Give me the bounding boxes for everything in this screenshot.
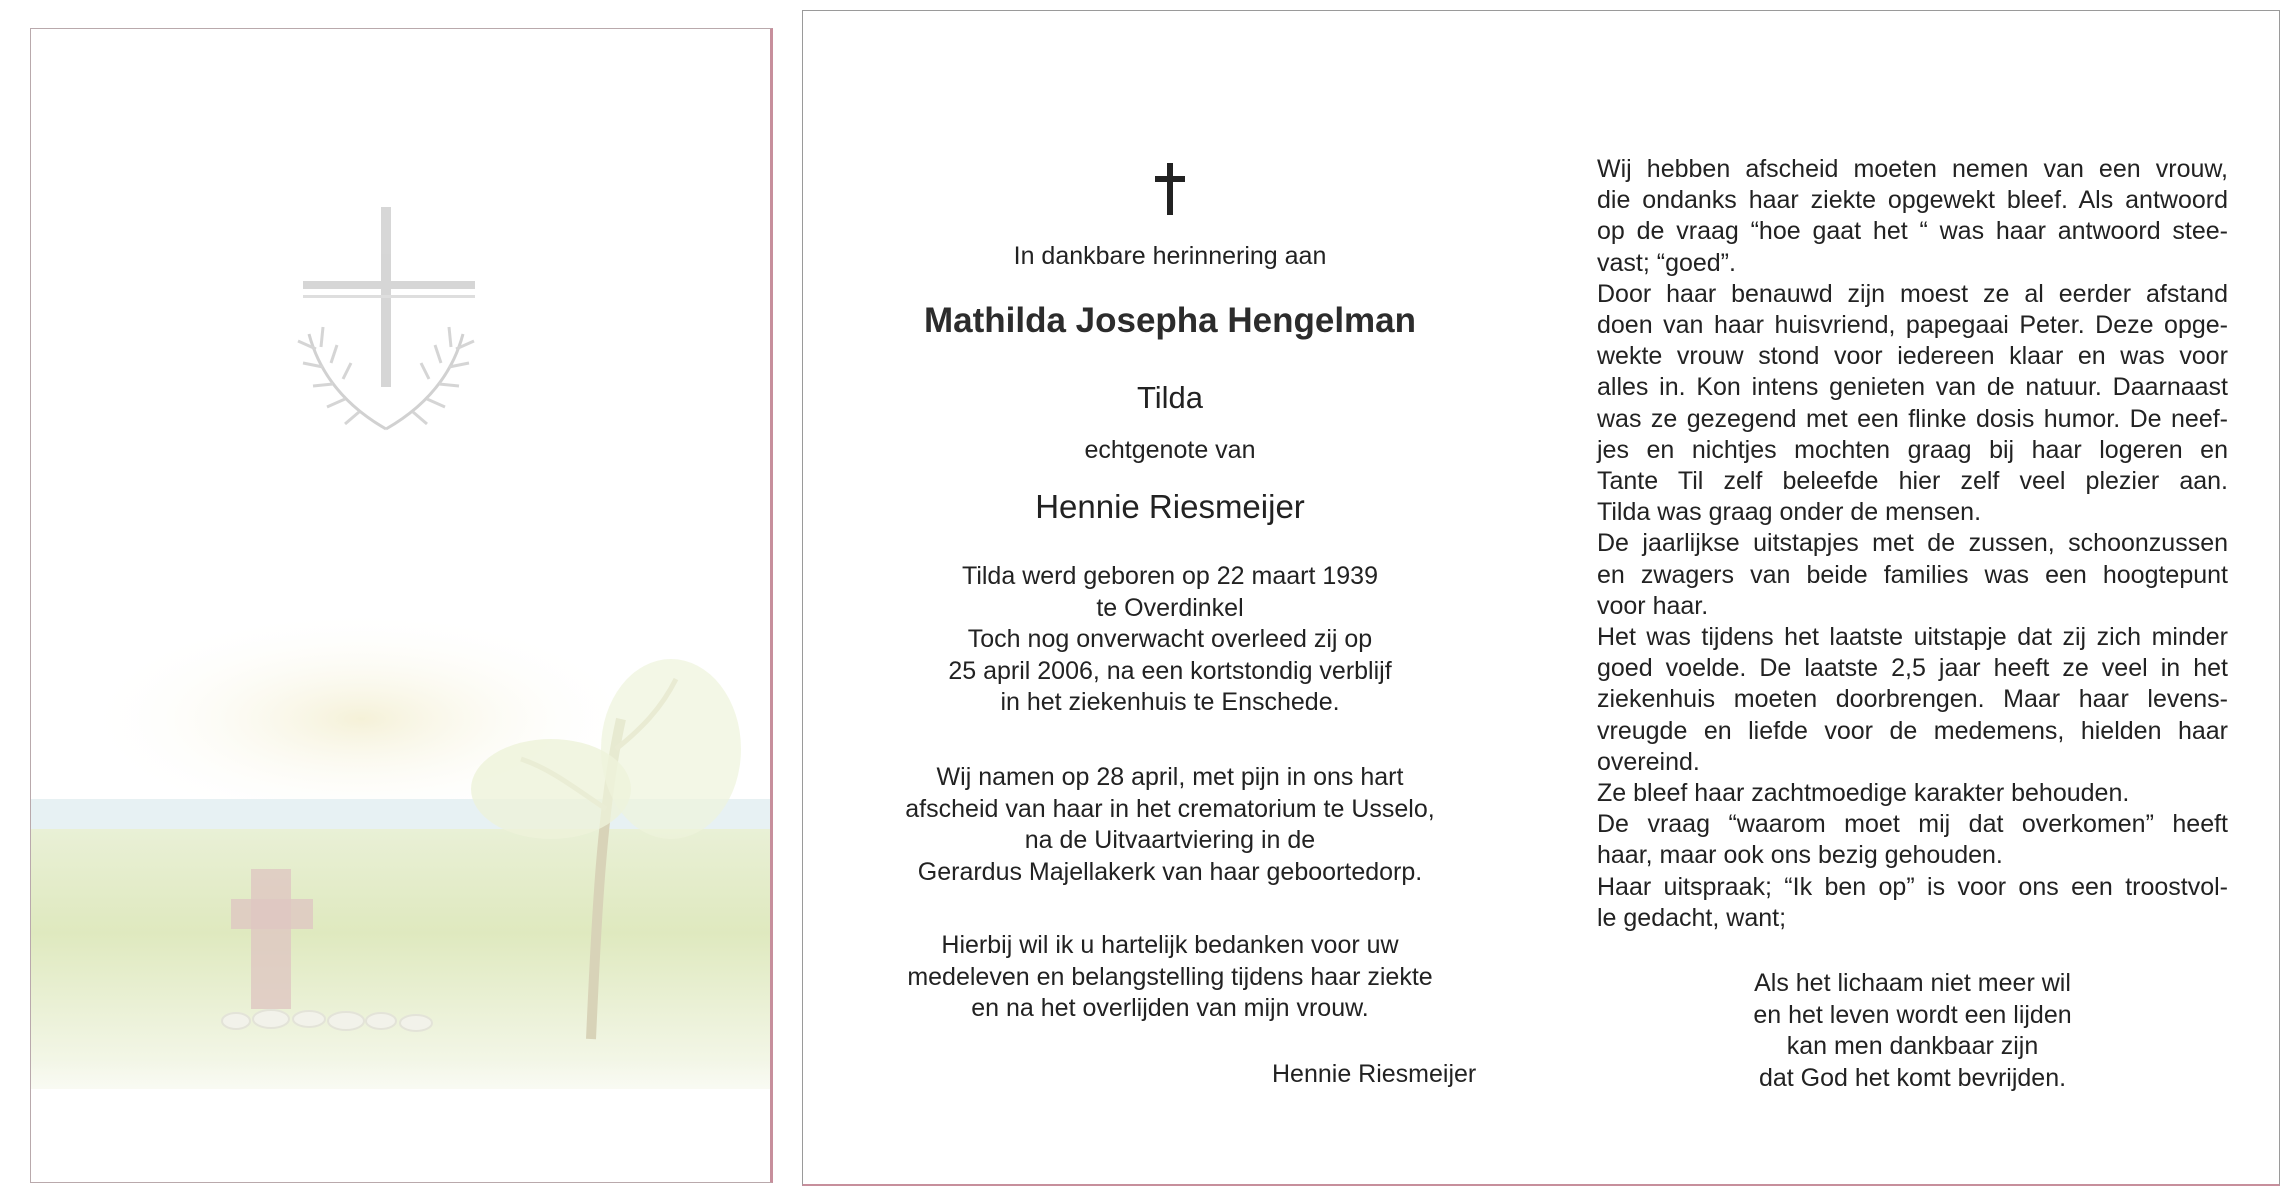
eulogy-line: Door haar benauwd zijn moest ze al eerder afstand — [1597, 279, 2228, 308]
eulogy-line: De jaarlijkse uitstapjes met de zussen, schoonzussen — [1597, 529, 2228, 558]
nickname: Tilda — [1136, 380, 1204, 415]
intro-text: In dankbare herinnering aan — [1013, 242, 1327, 270]
thanks-paragraph — [870, 930, 1470, 1025]
eulogy-line: op de vraag “hoe gaat het “ was haar antwoord stee- — [1597, 217, 2228, 246]
paragraph-line: na de Uitvaartviering in de — [1024, 826, 1316, 854]
deceased-name: Mathilda Josepha Hengelman — [923, 301, 1417, 340]
poem-line: en het leven wordt een lijden — [1753, 1000, 2072, 1029]
eulogy-line: vast; “goed”. — [1597, 248, 1736, 277]
farewell-paragraph — [870, 762, 1470, 888]
eulogy-line: alles in. Kon intens genieten van de natuur. Daarnaast — [1597, 373, 2228, 402]
eulogy-line: Het was tijdens het laatste uitstapje dat zij zich minder — [1597, 623, 2228, 652]
poem-line: kan men dankbaar zijn — [1786, 1032, 2039, 1060]
front-card — [30, 28, 773, 1183]
eulogy-line: goed voelde. De laatste 2,5 jaar heeft ze veel in het — [1597, 654, 2228, 683]
eulogy-line: was ze gezegend met een flinke dosis humor. De neef- — [1597, 404, 2228, 433]
eulogy-line: Tilda was graag onder de mensen. — [1597, 498, 1982, 527]
spouse-name: Hennie Riesmeijer — [1035, 488, 1305, 525]
poem-line: Als het lichaam niet meer wil — [1754, 969, 2071, 997]
eulogy-line: die ondanks haar ziekte opgewekt bleef. Als antwoord — [1597, 186, 2228, 215]
paragraph-line: Hierbij wil ik u hartelijk bedanken voor uw — [941, 931, 1399, 959]
eulogy-line: jes en nichtjes mochten graag bij haar logeren en — [1597, 435, 2228, 464]
paragraph-line: 25 april 2006, na een kortstondig verblijf — [948, 656, 1392, 685]
landscape-scene — [31, 609, 773, 1183]
eulogy-line: wekte vrouw stond voor iedereen klaar en was voor — [1597, 342, 2228, 371]
poem-line: dat God het komt bevrijden. — [1758, 1063, 2067, 1092]
eulogy-line: Wij hebben afscheid moeten nemen van een vrouw, — [1597, 155, 2228, 183]
eulogy-line: doen van haar huisvriend, papegaai Peter. Deze opge- — [1597, 311, 2228, 340]
paragraph-line: Gerardus Majellakerk van haar geboortedorp. — [917, 857, 1423, 886]
eulogy-line: ziekenhuis moeten doorbrengen. Maar haar levens- — [1597, 685, 2228, 714]
eulogy-text — [1597, 154, 2228, 934]
spouse-relation: echtgenote van — [1084, 436, 1256, 464]
poem — [1597, 968, 2228, 1094]
eulogy-line: le gedacht, want; — [1597, 903, 1787, 932]
paragraph-line: in het ziekenhuis te Enschede. — [1000, 688, 1340, 716]
paragraph-line: te Overdinkel — [1096, 593, 1244, 622]
paragraph-line: Tilda werd geboren op 22 maart 1939 — [961, 562, 1378, 590]
eulogy-line: vreugde en liefde voor de medemens, hielden haar — [1597, 716, 2228, 745]
eulogy-line: De vraag “waarom moet mij dat overkomen” heeft — [1597, 810, 2228, 839]
eulogy-line: Ze bleef haar zachtmoedige karakter behouden. — [1597, 779, 2130, 808]
paragraph-line: Wij namen op 28 april, met pijn in ons hart — [936, 763, 1404, 791]
birth-death-paragraph — [870, 561, 1470, 719]
cross-palm-icon — [298, 207, 475, 429]
eulogy-line: Tante Til zelf beleefde hier zelf veel plezier aan. — [1597, 467, 2228, 496]
front-illustration — [31, 29, 773, 1183]
paragraph-line: en na het overlijden van mijn vrouw. — [971, 994, 1369, 1022]
eulogy-line: Haar uitspraak; “Ik ben op” is voor ons een troostvol- — [1597, 872, 2228, 901]
paragraph-line: afscheid van haar in het crematorium te Usselo, — [905, 794, 1435, 823]
signature: Hennie Riesmeijer — [1272, 1060, 1477, 1088]
eulogy-line: voor haar. — [1597, 591, 1709, 620]
cross-icon — [1155, 163, 1185, 215]
paragraph-line: Toch nog onverwacht overleed zij op — [967, 625, 1373, 653]
eulogy-line: en zwagers van beide families was een hoogtepunt — [1597, 560, 2228, 589]
eulogy-line: haar, maar ook ons bezig gehouden. — [1597, 841, 2003, 870]
eulogy-line: overeind. — [1597, 747, 1700, 776]
paragraph-line: medeleven en belangstelling tijdens haar ziekte — [907, 962, 1433, 991]
